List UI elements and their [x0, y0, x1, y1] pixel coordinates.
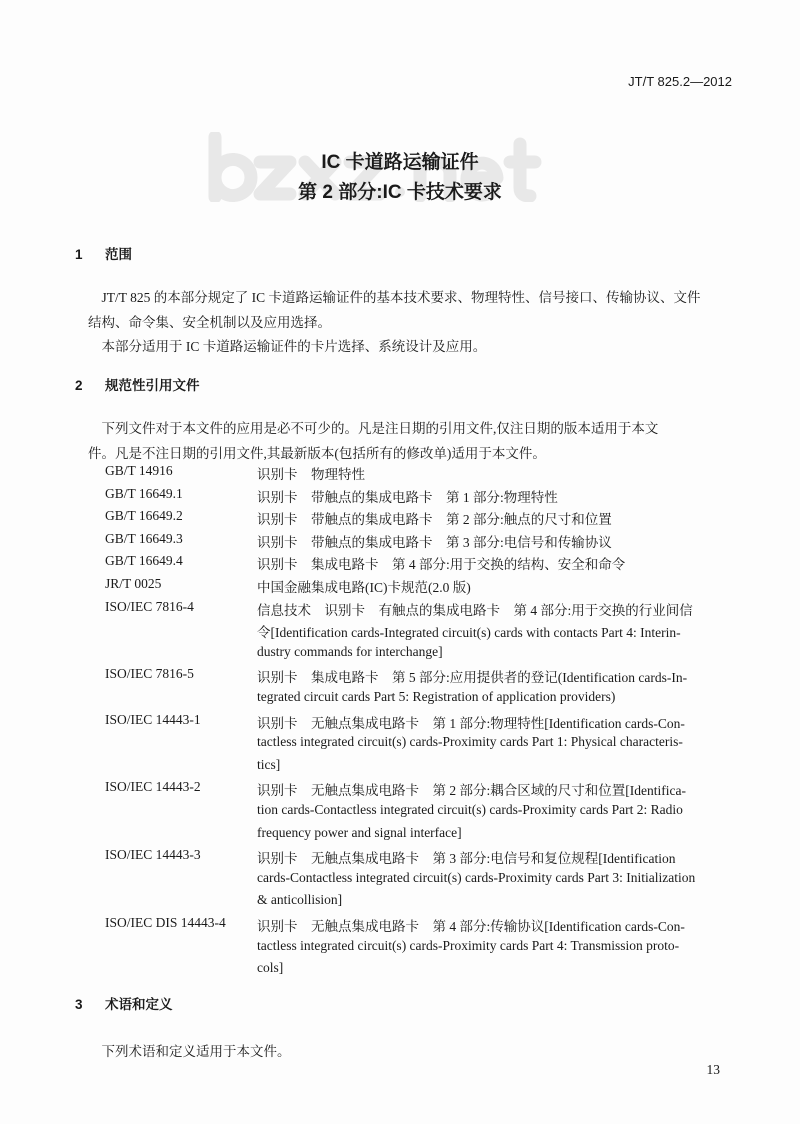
title-line-2: 第 2 部分:IC 卡技术要求 [298, 182, 502, 203]
reference-title-line: cols] [257, 960, 284, 976]
reference-code: GB/T 16649.4 [105, 553, 183, 569]
reference-title-line: tactless integrated circuit(s) cards-Proximity cards Part 4: Transmission proto- [257, 937, 680, 953]
reference-title-line: frequency power and signal interface] [257, 824, 462, 840]
section-heading [75, 374, 200, 394]
standard-number: JT/T 825.2—2012 [628, 74, 732, 89]
reference-code: JR/T 0025 [105, 576, 162, 591]
reference-code: ISO/IEC 7816-5 [105, 666, 194, 682]
reference-title-line: 识别卡 无触点集成电路卡 第 2 部分:耦合区域的尺寸和位置[Identifica- [257, 783, 686, 799]
reference-title-line: 识别卡 集成电路卡 第 4 部分:用于交换的结构、安全和命令 [257, 557, 626, 573]
reference-title-line: 识别卡 带触点的集成电路卡 第 1 部分:物理特性 [257, 489, 558, 505]
reference-code: GB/T 14916 [105, 463, 173, 478]
section-number: 1 [75, 247, 83, 262]
reference-title-line: tics] [257, 756, 281, 772]
reference-code: ISO/IEC 14443-1 [105, 711, 201, 727]
page-number: 13 [706, 1062, 720, 1077]
reference-title-line: 识别卡 集成电路卡 第 5 部分:应用提供者的登记(Identification cards-In- [257, 670, 688, 686]
reference-title-line: tion cards-Contactless integrated circuit(s) cards-Proximity cards Part 2: Radio [257, 802, 683, 817]
reference-title-line: 信息技术 识别卡 有触点的集成电路卡 第 4 部分:用于交换的行业间信 [257, 602, 693, 618]
section-heading [75, 993, 173, 1013]
paragraph-line: 下列文件对于本文件的应用是必不可少的。凡是注日期的引用文件,仅注日期的版本适用于本文 [88, 421, 659, 436]
reference-title-line: 中国金融集成电路(IC)卡规范(2.0 版) [257, 580, 471, 595]
section-title: 规范性引用文件 [105, 378, 200, 393]
reference-title-line: 识别卡 无触点集成电路卡 第 3 部分:电信号和复位规程[Identification [257, 851, 676, 867]
reference-title-line: 识别卡 带触点的集成电路卡 第 3 部分:电信号和传输协议 [257, 534, 612, 550]
reference-code: ISO/IEC 14443-3 [105, 847, 201, 863]
reference-title-line: 令[Identification cards-Integrated circuit(s) cards with contacts Part 4: Interin- [257, 625, 681, 641]
section-title: 范围 [105, 247, 132, 262]
title-line-1: IC 卡道路运输证件 [321, 152, 479, 173]
reference-title-line: tegrated circuit cards Part 5: Registration of application providers) [257, 689, 616, 704]
reference-title-line: dustry commands for interchange] [257, 643, 443, 659]
reference-code: ISO/IEC 7816-4 [105, 598, 194, 614]
reference-title-line: tactless integrated circuit(s) cards-Proximity cards Part 1: Physical characteris- [257, 734, 683, 750]
paragraph-line: 件。凡是不注日期的引用文件,其最新版本(包括所有的修改单)适用于本文件。 [88, 445, 546, 461]
section-number: 2 [75, 378, 83, 393]
reference-title-line: 识别卡 带触点的集成电路卡 第 2 部分:触点的尺寸和位置 [257, 512, 612, 528]
reference-code: GB/T 16649.3 [105, 530, 183, 546]
reference-code: ISO/IEC DIS 14443-4 [105, 915, 226, 930]
paragraph-line: 下列术语和定义适用于本文件。 [88, 1044, 291, 1059]
reference-code: GB/T 16649.1 [105, 485, 183, 501]
reference-title-line: cards-Contactless integrated circuit(s) cards-Proximity cards Part 3: Initialization [257, 869, 696, 885]
reference-title-line: 识别卡 无触点集成电路卡 第 1 部分:物理特性[Identification cards-Con- [257, 715, 685, 731]
paragraph-line: 结构、命令集、安全机制以及应用选择。 [88, 314, 331, 330]
paragraph-line: 本部分适用于 IC 卡道路运输证件的卡片选择、系统设计及应用。 [88, 339, 487, 354]
reference-title-line: & anticollision] [257, 892, 343, 908]
section-title: 术语和定义 [105, 997, 173, 1012]
reference-code: GB/T 16649.2 [105, 508, 183, 524]
section-number: 3 [75, 997, 83, 1012]
section-heading [75, 243, 132, 263]
reference-title-line: 识别卡 物理特性 [257, 467, 365, 482]
reference-code: ISO/IEC 14443-2 [105, 779, 201, 795]
reference-title-line: 识别卡 无触点集成电路卡 第 4 部分:传输协议[Identification cards-Con- [257, 919, 685, 934]
paragraph-line: JT/T 825 的本部分规定了 IC 卡道路运输证件的基本技术要求、物理特性、信号接口、传输协议、文件 [88, 290, 701, 305]
